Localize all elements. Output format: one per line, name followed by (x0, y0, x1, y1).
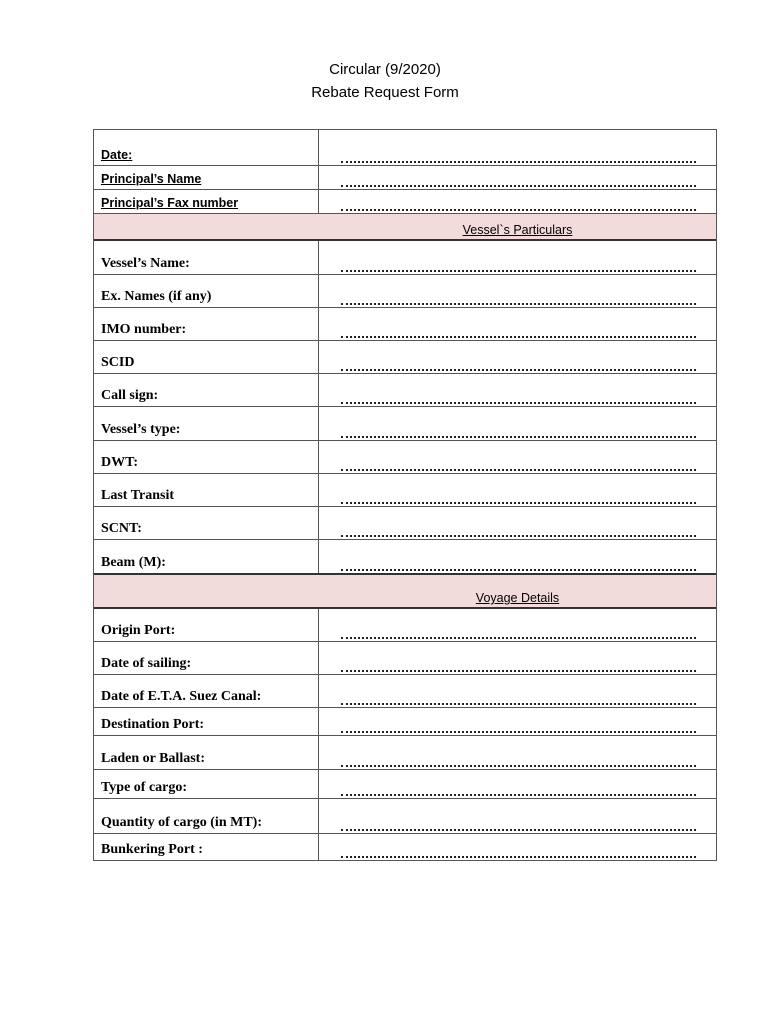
laden-ballast-field[interactable] (319, 736, 716, 769)
last-transit-label: Last Transit (101, 488, 174, 503)
call-sign-label: Call sign: (101, 388, 159, 403)
vessel-type-label: Vessel’s type: (101, 422, 181, 437)
form-row-laden-ballast (94, 736, 716, 770)
principal-name-field[interactable] (319, 166, 716, 189)
eta-suez-field[interactable] (319, 675, 716, 707)
principal-fax-field[interactable] (319, 190, 716, 213)
eta-suez-label: Date of E.T.A. Suez Canal: (101, 689, 262, 704)
form-row-origin-port (94, 609, 716, 642)
scid-label: SCID (101, 355, 135, 370)
call-sign-field[interactable] (319, 374, 716, 406)
form-row-beam (94, 540, 716, 575)
ex-names-field[interactable] (319, 275, 716, 307)
form-row-vessel-type (94, 407, 716, 441)
form-row-vessel-name (94, 241, 716, 275)
form-row-type-of-cargo (94, 770, 716, 799)
form-row-dwt (94, 441, 716, 474)
form-row-bunkering-port (94, 834, 716, 860)
origin-port-label: Origin Port: (101, 623, 176, 638)
quantity-of-cargo-label: Quantity of cargo (in MT): (101, 815, 262, 830)
vessel-particulars-title: Vessel`s Particulars (462, 223, 573, 237)
vessel-name-label: Vessel’s Name: (101, 256, 190, 271)
quantity-of-cargo-field[interactable] (319, 799, 716, 833)
last-transit-field[interactable] (319, 474, 716, 506)
voyage-details-header (94, 575, 716, 609)
dwt-label: DWT: (101, 455, 139, 470)
beam-field[interactable] (319, 540, 716, 573)
rebate-request-form-table (93, 129, 717, 861)
date-of-sailing-label: Date of sailing: (101, 656, 192, 671)
type-of-cargo-label: Type of cargo: (101, 780, 188, 795)
ex-names-label: Ex. Names (if any) (101, 289, 212, 304)
form-row-date-of-sailing (94, 642, 716, 675)
principal-name-label: Principal’s Name (101, 172, 202, 186)
origin-port-field[interactable] (319, 609, 716, 641)
form-row-ex-names (94, 275, 716, 308)
form-row-principal-fax (94, 190, 716, 213)
scid-field[interactable] (319, 341, 716, 373)
form-row-scid (94, 341, 716, 374)
dwt-field[interactable] (319, 441, 716, 473)
form-row-imo-number (94, 308, 716, 341)
laden-ballast-label: Laden or Ballast: (101, 751, 205, 766)
vessel-name-field[interactable] (319, 241, 716, 274)
form-row-date (94, 130, 716, 166)
destination-port-label: Destination Port: (101, 717, 205, 732)
principal-fax-label: Principal’s Fax number (101, 196, 239, 210)
form-row-eta-suez (94, 675, 716, 708)
vessel-particulars-header (94, 213, 716, 241)
type-of-cargo-field[interactable] (319, 770, 716, 798)
scnt-label: SCNT: (101, 521, 142, 536)
destination-port-field[interactable] (319, 708, 716, 735)
voyage-details-title: Voyage Details (475, 591, 560, 605)
form-row-quantity-of-cargo (94, 799, 716, 834)
form-row-last-transit (94, 474, 716, 507)
beam-label: Beam (M): (101, 555, 166, 570)
date-of-sailing-field[interactable] (319, 642, 716, 674)
form-row-destination-port (94, 708, 716, 736)
form-row-scnt (94, 507, 716, 540)
date-label: Date: (101, 148, 133, 162)
bunkering-port-field[interactable] (319, 834, 716, 860)
form-row-call-sign (94, 374, 716, 407)
imo-number-field[interactable] (319, 308, 716, 340)
date-field[interactable] (319, 130, 716, 165)
imo-number-label: IMO number: (101, 322, 187, 337)
circular-number: Circular (9/2020) (329, 61, 441, 78)
form-header (0, 58, 770, 104)
bunkering-port-label: Bunkering Port : (101, 842, 203, 857)
form-row-principal-name (94, 166, 716, 190)
form-title: Rebate Request Form (311, 84, 459, 101)
scnt-field[interactable] (319, 507, 716, 539)
vessel-type-field[interactable] (319, 407, 716, 440)
